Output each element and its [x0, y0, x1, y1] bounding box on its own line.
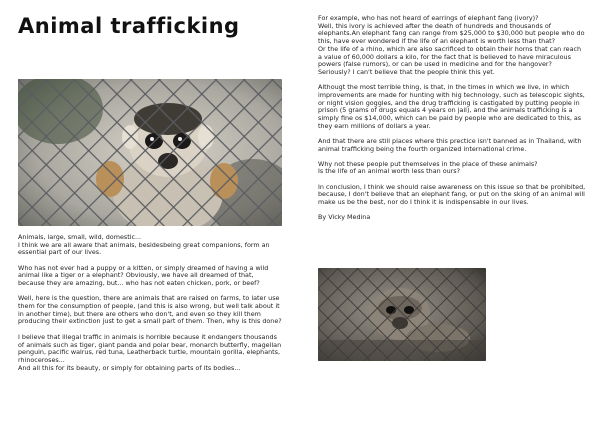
- sad-monkey-photo: [318, 268, 486, 361]
- paragraph: In conclusion, I think we should raise awareness on this issue so that be prohibited, because, I don't believe that an elephant fang, or put on the sking of an animal will make us be the best, nor do I think it is indispensable in our lives.: [318, 182, 586, 207]
- paragraph: And that there are still places where this prectice isn't banned as in Thailand, with animal trafficking being the fourth organized international crime.: [318, 136, 582, 153]
- paragraph: Animals, large, small, wild, domestic... I think we are all aware that animals, besidesbeing great companions, form an essential part of our lives.: [18, 233, 270, 257]
- paragraph: Well, here is the question, there are animals that are raised on farms, to later use them for the consumption of people, (and this is also wrong, but well talk about it in another time), but there are others who don't, and even so they kill them producing their extinction just to get a small part of them. Then, why is this done?: [18, 294, 282, 326]
- right-body-text: [318, 15, 586, 229]
- paragraph: I believe that illegal traffic in animals is horrible because it endangers thousands of animals such as tiger, giant panda and polar bear, monarch butterfly, magellan penguin, pacific walrus, red tuna, Leatherback turtle, mountain gorilla, elephants, rhinoceroses... And all this for its beauty, or simply for obtaining parts of its bodies...: [18, 333, 282, 372]
- sad-monkey-illustration: [318, 268, 486, 361]
- monkey-behind-fence-photo: [18, 79, 282, 226]
- left-body-text: [18, 234, 282, 380]
- page-title: Animal trafficking: [18, 14, 240, 38]
- paragraph: Why not these people put themselves in the place of these animals? Is the life of an animal worth less than ours?: [318, 159, 538, 176]
- paragraph: Who has not ever had a puppy or a kitten, or simply dreamed of having a wild animal like a tiger or a elephant? Obviously, we have all dreamed of that, because they are amazing, but... who has not eaten chicken, pork, or beef?: [18, 263, 269, 288]
- paragraph: For example, who has not heard of earrings of elephant fang (ivory)? Well, this ivory is achieved after the death of hundreds and thousands of elephants.An elephant fang can range from $25,000 to $30,000 but people who do this, have ever wondered if the life of an elephant is worth less than that? Or the life of a rhino, which are also sacrificed to obtain their horns that can reach a value of 60,000 dollars a kilo, for the fact that is believed to have miraculous powers (false rumors), or can be used in medicine and for the hangover? Seriously? I can't believe that the people think this yet.: [318, 14, 585, 76]
- monkey-fence-illustration: [18, 79, 282, 226]
- author-byline: By Vicky Medina: [318, 213, 371, 222]
- right-page: [300, 0, 600, 424]
- paragraph: Althougt the most terrible thing, is that, in the times in which we live, in which improvements are made for hunting with hig technology, such as telescopic sights, or night vision goggles, and the drug trafficking is castigated by putting people in prison (5 grams of drugs equals 4 years on jail), and the animals trafficking is a simply fine os $14,000, which can be paid by people who are dedicated to this, as they earn millions of dollars a year.: [318, 83, 585, 130]
